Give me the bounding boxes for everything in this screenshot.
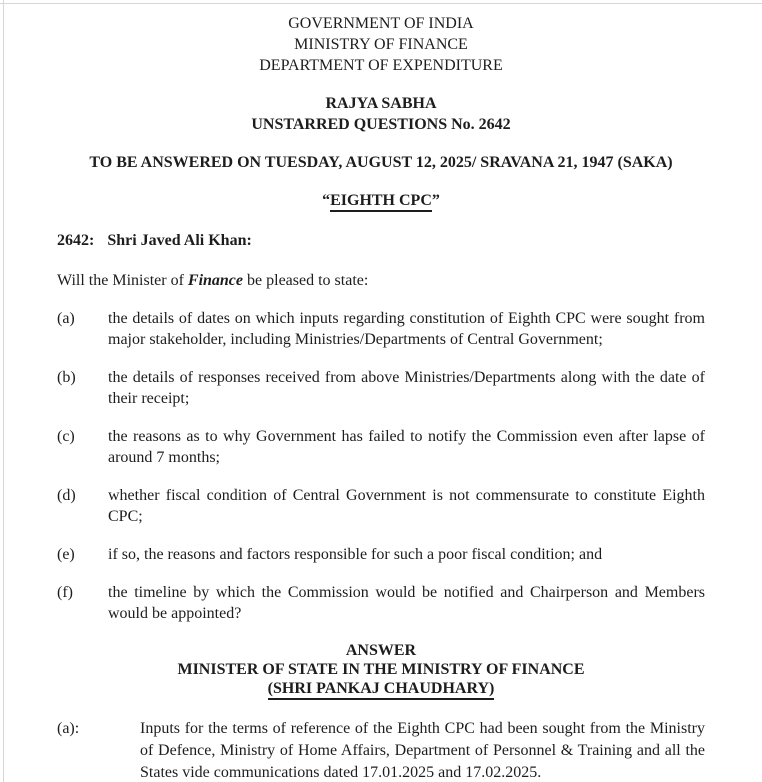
page-left-edge-line [3,0,4,782]
subject-open-quote: “ [322,192,331,209]
subject-close-quote: ” [431,192,440,209]
org-header [57,13,705,76]
question-text: whether fiscal condition of Central Government is not commensurate to constitute Eighth CPC; [108,487,705,525]
question-number-line: UNSTARRED QUESTIONS No. 2642 [251,116,511,133]
org-line-department: DEPARTMENT OF EXPENDITURE [259,57,503,74]
question-label: (e) [57,546,75,563]
org-line-ministry: MINISTRY OF FINANCE [294,36,468,53]
question-label: (d) [57,487,76,504]
answer-label: (a): [57,720,80,737]
preamble-suffix: be pleased to state: [243,272,369,289]
subject-line [57,190,705,211]
asker-question-number: 2642: [57,232,95,249]
question-item-d [57,485,705,527]
answer-heading-block [57,641,705,698]
preamble-minister-emphasis: Finance [187,272,244,289]
preamble-prefix: Will the Minister of [57,272,188,289]
question-text: the timeline by which the Commission would be notified and Chairperson and Members would be appointed? [108,584,705,622]
question-label: (c) [57,428,75,445]
answer-minister-line: MINISTER OF STATE IN THE MINISTRY OF FINANCE [177,661,585,678]
question-label: (b) [57,369,76,386]
asker-name: Shri Javed Ali Khan: [107,232,252,249]
house-name: RAJYA SABHA [325,95,437,112]
org-line-government: GOVERNMENT OF INDIA [288,15,474,32]
question-text: the details of responses received from above Ministries/Departments along with the date of their receipt; [108,369,705,407]
question-item-f [57,582,705,624]
answer-list [57,718,705,782]
question-label: (f) [57,584,73,601]
document-content [57,0,705,782]
answer-item-a [57,718,705,782]
answer-minister-name: (SHRI PANKAJ CHAUDHARY) [268,680,495,700]
subject-title: EIGHTH CPC [330,192,432,212]
question-text: if so, the reasons and factors responsible for such a poor fiscal condition; and [108,546,603,563]
asker-line [57,230,705,251]
question-item-a [57,308,705,350]
answer-minister-name-line [57,679,705,698]
question-text: the reasons as to why Government has failed to notify the Commission even after lapse of around 7 months; [108,428,705,466]
question-list [57,308,705,624]
question-label: (a) [57,310,75,327]
question-item-b [57,367,705,409]
question-item-c [57,426,705,468]
question-item-e [57,544,705,565]
answer-text: Inputs for the terms of reference of the Eighth CPC had been sought from the Ministry of Defence, Ministry of Home Affairs, Department of Personnel & Training and all the States vide communications dated 17.01.2025 and 17.02.2025. [140,720,705,781]
question-text: the details of dates on which inputs regarding constitution of Eighth CPC were sought from major stakeholder, including Ministries/Departments of Central Government; [108,310,705,348]
session-block [57,93,705,135]
answer-heading: ANSWER [345,642,417,659]
answer-date-line: TO BE ANSWERED ON TUESDAY, AUGUST 12, 2025/ SRAVANA 21, 1947 (SAKA) [89,154,673,171]
question-preamble [57,270,705,291]
